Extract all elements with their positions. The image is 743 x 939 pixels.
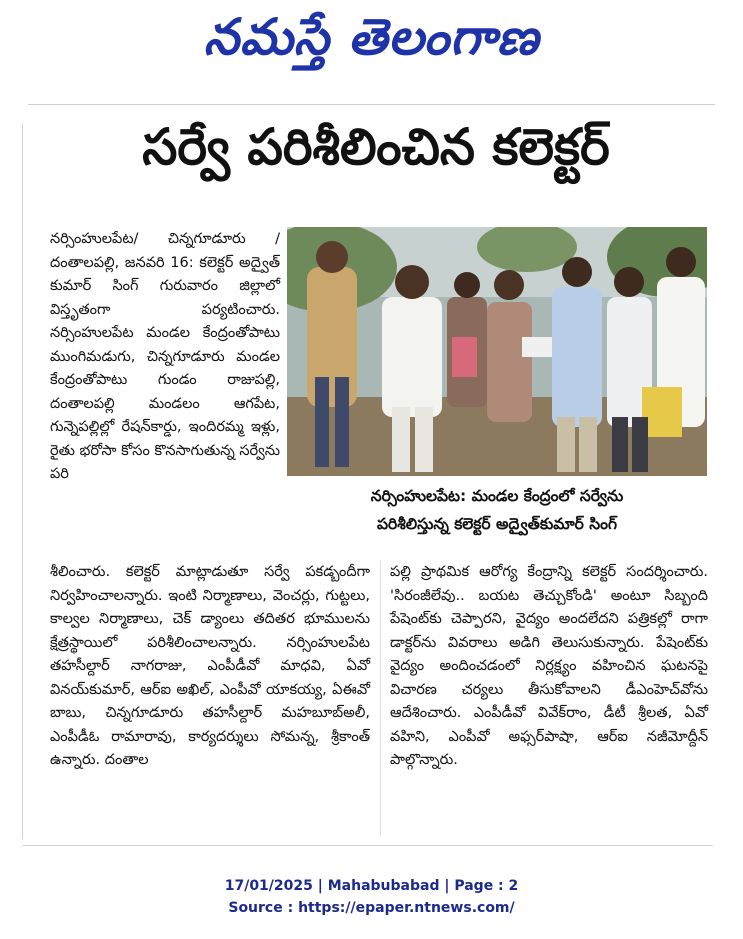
photo-caption xyxy=(287,482,707,538)
clipping-bottom-border xyxy=(22,845,713,846)
article-text-block: పల్లి ప్రాథమిక ఆరోగ్య కేంద్రాన్ని కలెక్టర్ సందర్శించారు. 'సిరంజీలేవు.. బయట తెచ్చుకోండి' అంటూ సిబ్బంది పేషెంట్‌కు చెప్పారని, వైద్యం అందలేదని పత్రికల్లో రాగా డాక్టర్‌ను వివరాలు అడిగి తెలుసుకున్నారు. పేషెంట్‌కు వైద్యం అందించడంలో నిర్లక్ష్యం వహించిన ఘటనపై విచారణ చర్యలు తీసుకోవాలని డీఎంహెచ్‌వోను ఆదేశించారు. ఎంపీడీవో వివేక్‌రాం, డీటీ శ్రీలత, ఏవో వహిని, ఎంపీవో అఫ్సర్‌పాషా, ఆర్ఐ నజీమోద్దీన్ పాల్గొన్నారు. xyxy=(390,564,708,768)
article-body-column-2 xyxy=(50,561,370,773)
article-text-block: నర్సింహులపేట/ చిన్నగూడూరు /దంతాలపల్లి, జనవరి 16: కలెక్టర్ అద్వైత్ కుమార్ సింగ్ గురువారం జిల్లాలో విస్తృతంగా పర్యటించారు. నర్సింహులపేట మండల కేంద్రంతోపాటు ముంగిమడుగు, చిన్నగూడూరు మండల కేంద్రంతోపాటు గుండం రాజుపల్లి, దంతాలపల్లి మండలం ఆగపేట, గున్నెపల్లిల్లో రేషన్‌కార్డు, ఇందిరమ్మ ఇళ్లు, రైతు భరోసా కోసం కొనసాగుతున్న సర్వేను పరి xyxy=(50,231,280,482)
article-body-column-1 xyxy=(50,228,280,487)
masthead-divider xyxy=(28,104,715,105)
article-headline: సర్వే పరిశీలించిన కలెక్టర్ xyxy=(142,118,610,176)
clipping-left-border xyxy=(22,124,23,839)
article-photo xyxy=(287,227,707,476)
newspaper-logo: నమస్తే తెలంగాణ xyxy=(203,8,540,66)
article-text-block: శీలించారు. కలెక్టర్ మాట్లాడుతూ సర్వే పకడ్బందీగా నిర్వహించాలన్నారు. ఇంటి నిర్మాణాలు, వెంచర్లు, గుట్టలు, కాల్వల నిర్మాణాలు, చెక్ డ్యాంలు తదితర భూములను క్షేత్రస్థాయిలో పరిశీలించాలన్నారు. నర్సింహులపేట తహసీల్దార్ నాగరాజు, ఎంపీడీవో మాధవి, ఏవో వినయ్‌కుమార్, ఆర్ఐ అఖిల్, ఎంపీవో యాకయ్య, ఏఈవో బాబు, చిన్నగూడూరు తహసీల్దార్ మహబూబ్‌అలీ, ఎంపీడీఓ రామారావు, కార్యదర్శులు సోమన్న, శ్రీకాంత్ ఉన్నారు. దంతాల xyxy=(50,564,370,768)
masthead xyxy=(0,0,743,100)
photo-caption-line-1: నర్సింహులపేట: మండల కేంద్రంలో సర్వేను xyxy=(370,487,624,505)
column-divider xyxy=(380,561,381,836)
article-body-column-3 xyxy=(390,561,708,773)
photo-caption-line-2: పరిశీలిస్తున్న కలెక్టర్ అద్వైత్‌కుమార్ సింగ్ xyxy=(376,515,618,533)
source-link[interactable]: Source : https://epaper.ntnews.com/ xyxy=(228,900,515,916)
edition-info: 17/01/2025 | Mahabubabad | Page : 2 xyxy=(224,878,519,894)
